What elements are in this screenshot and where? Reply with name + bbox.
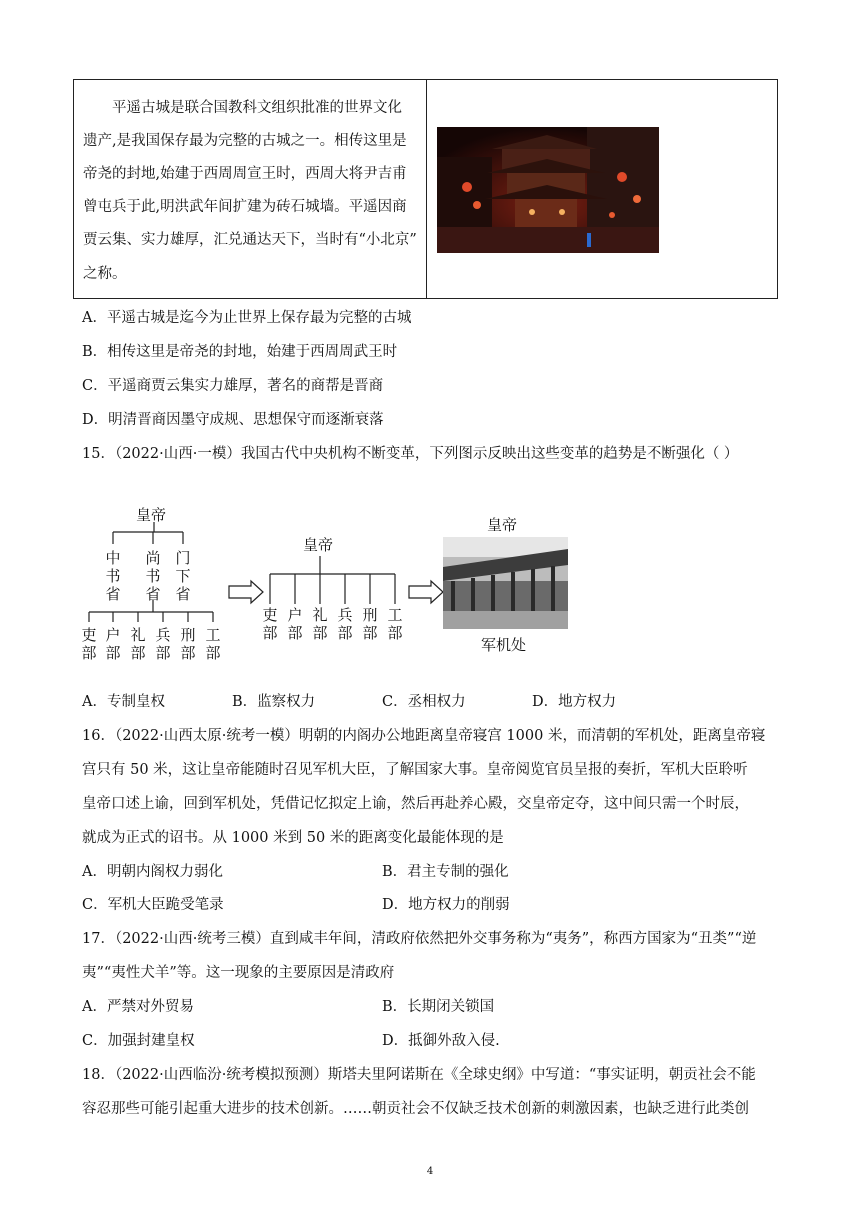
q14-option-c: C．平遥商贾云集实力雄厚，著名的商帮是晋商 <box>82 378 384 394</box>
diagram-emperor-middle: 皇帝 <box>303 536 334 554</box>
diagram-mid-lizhibu: 礼部 <box>312 606 328 642</box>
diagram-left-gongbu: 工部 <box>205 626 221 662</box>
diagram-junjichu-label: 军机处 <box>481 636 527 654</box>
q14-option-b: B．相传这里是帝尧的封地，始建于西周周武王时 <box>82 344 398 360</box>
q14-option-d: D．明清晋商因墨守成规、思想保守而逐渐衰落 <box>82 412 384 428</box>
diagram-mid-gongbu: 工部 <box>387 606 403 642</box>
q17-line-1: 17．（2022·山西·统考三模）直到咸丰年间，清政府依然把外交事务称为“夷务”，称西方国家为“丑类”“逆 <box>82 931 757 947</box>
diagram-left-xingbu: 刑部 <box>180 626 196 662</box>
q15-option-c: C．丞相权力 <box>382 694 466 710</box>
diagram-left-bingbu: 兵部 <box>155 626 171 662</box>
passage-line-6: 之称。 <box>83 266 127 282</box>
q16-option-b: B．君主专制的强化 <box>382 864 509 880</box>
q17-line-2: 夷”“夷性犬羊”等。这一现象的主要原因是清政府 <box>82 965 395 981</box>
diagram-mid-xingbu: 刑部 <box>362 606 378 642</box>
q17-option-b: B．长期闭关锁国 <box>382 999 495 1015</box>
q17-option-c: C．加强封建皇权 <box>82 1033 195 1049</box>
q18-line-2: 容忍那些可能引起重大进步的技术创新。……朝贡社会不仅缺乏技术创新的刺激因素，也缺乏进行此类创 <box>82 1101 749 1117</box>
grand-council-building-photo-icon <box>443 537 568 629</box>
q16-line-4: 就成为正式的诏书。从 1000 米到 50 米的距离变化最能体现的是 <box>82 830 504 846</box>
diagram-left-hubu: 户部 <box>105 626 121 662</box>
q16-option-d: D．地方权力的削弱 <box>382 897 510 913</box>
q15-option-d: D．地方权力 <box>532 694 617 710</box>
q16-option-a: A．明朝内阁权力弱化 <box>82 864 223 880</box>
diagram-mid-libu: 吏部 <box>262 606 278 642</box>
q15-option-a: A．专制皇权 <box>82 694 165 710</box>
diagram-left-lizhibu: 礼部 <box>130 626 146 662</box>
q18-line-1: 18．（2022·山西临汾·统考模拟预测）斯塔夫里阿诺斯在《全球史纲》中写道：“事实证明，朝贡社会不能 <box>82 1067 756 1083</box>
passage-line-1: 平遥古城是联合国教科文组织批准的世界文化 <box>112 100 402 116</box>
diagram-emperor-left: 皇帝 <box>136 506 167 524</box>
passage-line-2: 遗产,是我国保存最为完整的古城之一。相传这里是 <box>83 133 407 149</box>
q17-option-d: D．抵御外敌入侵. <box>382 1033 500 1049</box>
q15-stem: 15．（2022·山西·一模）我国古代中央机构不断变革，下列图示反映出这些变革的趋势是不断强化（ ） <box>82 446 739 462</box>
box-divider <box>426 80 427 298</box>
q16-line-2: 宫只有 50 米，这让皇帝能随时召见军机大臣，了解国家大事。皇帝阅览官员呈报的奏折，军机大臣聆听 <box>82 762 748 778</box>
passage-line-4: 曾屯兵于此,明洪武年间扩建为砖石城墙。平遥因商 <box>83 199 407 215</box>
pingyao-city-tower-photo-icon <box>437 127 659 253</box>
q17-option-a: A．严禁对外贸易 <box>82 999 194 1015</box>
diagram-mid-bingbu: 兵部 <box>337 606 353 642</box>
page-number: 4 <box>426 1166 434 1177</box>
q14-option-a: A．平遥古城是迄今为止世界上保存最为完整的古城 <box>82 310 412 326</box>
passage-line-3: 帝尧的封地,始建于西周周宣王时，西周大将尹吉甫 <box>83 166 407 182</box>
diagram-zhongshu: 中书省 <box>105 549 121 603</box>
passage-line-5: 贾云集、实力雄厚，汇兑通达天下，当时有“小北京” <box>83 232 417 248</box>
diagram-left-libu: 吏部 <box>81 626 97 662</box>
diagram-mid-hubu: 户部 <box>287 606 303 642</box>
q15-option-b: B．监察权力 <box>232 694 316 710</box>
diagram-shangshu: 尚书省 <box>145 549 161 603</box>
q16-line-1: 16．（2022·山西太原·统考一模）明朝的内阁办公地距离皇帝寝宫 1000 米，而清朝的军机处，距离皇帝寝 <box>82 728 766 744</box>
q16-option-c: C．军机大臣跪受笔录 <box>82 897 224 913</box>
q16-line-3: 皇帝口述上谕，回到军机处，凭借记忆拟定上谕，然后再赴养心殿，交皇帝定夺，这中间只需一个时辰， <box>82 796 749 812</box>
diagram-emperor-right: 皇帝 <box>487 516 518 534</box>
diagram-menxia: 门下省 <box>175 549 191 603</box>
